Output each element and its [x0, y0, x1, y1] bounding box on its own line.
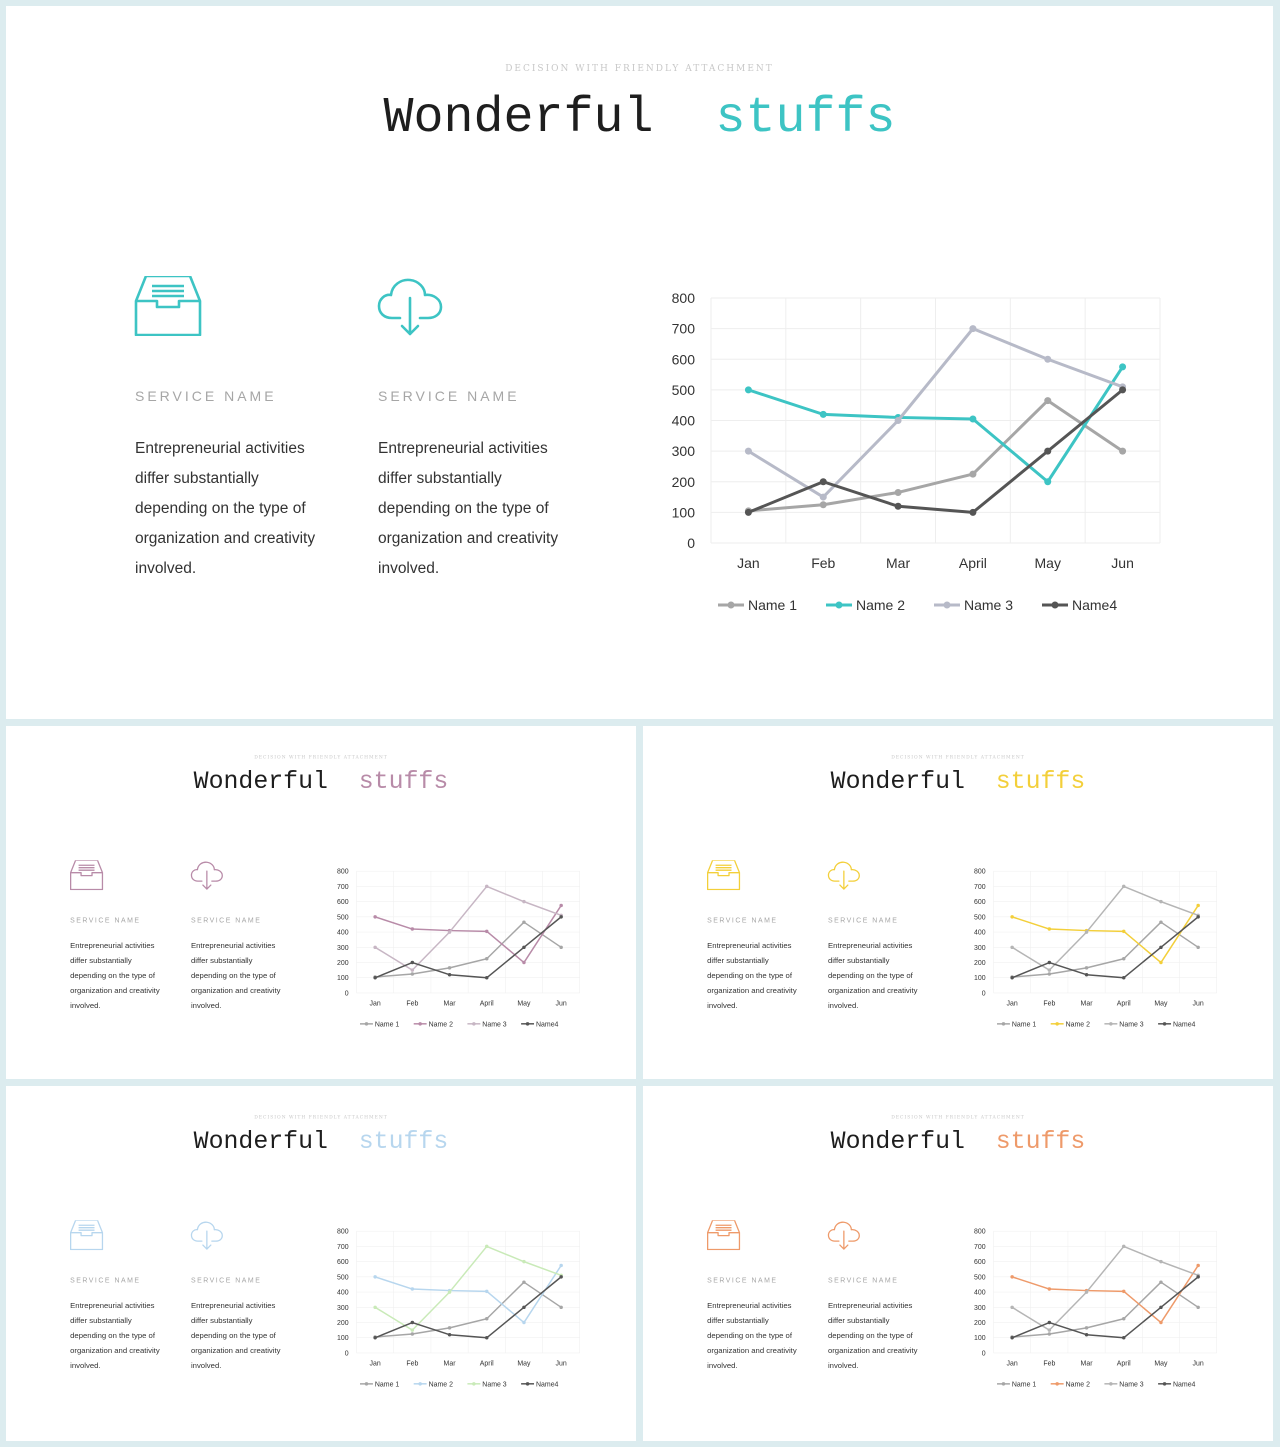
legend-swatch-marker: [526, 1382, 529, 1385]
data-point: [1044, 356, 1051, 363]
y-tick-label: 0: [981, 1350, 986, 1358]
x-tick-label: Jun: [1111, 555, 1134, 571]
y-tick-label: 100: [336, 975, 349, 983]
data-point: [448, 1290, 451, 1293]
data-point: [820, 501, 827, 508]
eyebrow-text: DECISION WITH FRIENDLY ATTACHMENT: [254, 754, 388, 760]
data-point: [1159, 1321, 1162, 1324]
data-point: [1044, 397, 1051, 404]
title-word-2: stuffs: [358, 767, 449, 797]
data-point: [745, 509, 752, 516]
legend-label: Name 3: [482, 1021, 507, 1029]
page-title: [643, 768, 1273, 796]
page-title: [6, 1128, 636, 1156]
legend-swatch-marker: [418, 1382, 421, 1385]
data-point: [485, 1336, 488, 1339]
y-tick-label: 700: [973, 883, 986, 891]
data-point: [745, 386, 752, 393]
data-point: [1048, 968, 1051, 971]
y-tick-label: 300: [973, 1304, 986, 1312]
data-point: [448, 973, 451, 976]
legend-swatch-marker: [1055, 1022, 1058, 1025]
service-name: SERVICE NAME: [135, 388, 277, 404]
title-word-2: stuffs: [995, 1127, 1086, 1157]
data-point: [522, 920, 525, 923]
y-tick-label: 100: [671, 504, 695, 521]
service-name: SERVICE NAME: [190, 1275, 262, 1284]
data-point: [1159, 946, 1162, 949]
data-point: [485, 1317, 488, 1320]
data-point: [1010, 1275, 1013, 1278]
data-point: [373, 976, 376, 979]
y-tick-label: 200: [671, 473, 695, 490]
service-name: SERVICE NAME: [70, 1275, 141, 1284]
data-point: [1119, 448, 1126, 455]
x-tick-label: April: [1116, 1360, 1131, 1368]
service-description: Entrepreneurial activities differ substantially depending on the type of organization and creativity involved.: [190, 941, 281, 1010]
data-point: [1085, 1333, 1088, 1336]
data-point: [1010, 915, 1013, 918]
legend-label: Name4: [1173, 1021, 1196, 1029]
data-point: [485, 1245, 488, 1248]
legend-swatch-marker: [472, 1382, 475, 1385]
x-tick-label: Jan: [737, 555, 760, 571]
data-point: [1010, 946, 1013, 949]
data-point: [373, 946, 376, 949]
page-title: [6, 768, 636, 796]
legend-swatch-marker: [1055, 1382, 1058, 1385]
legend-label: Name4: [1173, 1381, 1196, 1389]
slide-variant-light-blue: [6, 1086, 636, 1441]
service-card-2: [190, 1220, 289, 1373]
legend-label: Name 3: [1119, 1021, 1144, 1029]
data-point: [1122, 1336, 1125, 1339]
y-tick-label: 500: [973, 914, 986, 922]
data-point: [1159, 961, 1162, 964]
x-tick-label: Feb: [406, 1000, 419, 1008]
x-tick-label: April: [958, 555, 987, 571]
service-description: Entrepreneurial activities differ substantially depending on the type of organization and creativity involved.: [135, 440, 316, 577]
data-point: [373, 1275, 376, 1278]
y-tick-label: 400: [973, 1289, 986, 1297]
legend-swatch-marker: [472, 1022, 475, 1025]
legend-label: Name 1: [1011, 1381, 1037, 1389]
y-tick-label: 600: [671, 351, 695, 368]
data-point: [1122, 1245, 1125, 1248]
eyebrow-text: DECISION WITH FRIENDLY ATTACHMENT: [891, 754, 1025, 760]
data-point: [1196, 904, 1199, 907]
x-tick-label: Jun: [1192, 1360, 1204, 1368]
data-point: [895, 417, 902, 424]
legend-swatch-marker: [1163, 1382, 1166, 1385]
data-point: [1119, 363, 1126, 370]
data-point: [1048, 927, 1051, 930]
x-tick-label: May: [517, 1360, 531, 1368]
service-name: SERVICE NAME: [707, 1275, 778, 1284]
legend-label: Name 3: [1119, 1381, 1144, 1389]
x-tick-label: Jan: [1006, 1360, 1018, 1368]
title-word-1: Wonderful: [193, 1127, 328, 1157]
legend-swatch-marker: [1052, 602, 1059, 609]
data-point: [1044, 478, 1051, 485]
data-point: [559, 946, 562, 949]
y-tick-label: 800: [671, 290, 695, 306]
slide-main: [6, 6, 1273, 719]
legend-label: Name4: [536, 1381, 559, 1389]
legend-swatch-marker: [1163, 1022, 1166, 1025]
line-chart: [329, 860, 593, 1039]
eyebrow-text: DECISION WITH FRIENDLY ATTACHMENT: [505, 64, 774, 74]
legend-swatch-marker: [1002, 1382, 1005, 1385]
data-point: [1085, 1290, 1088, 1293]
data-point: [411, 1332, 414, 1335]
legend-label: Name 1: [374, 1381, 400, 1389]
data-point: [820, 494, 827, 501]
data-point: [522, 1260, 525, 1263]
y-tick-label: 600: [336, 1259, 349, 1267]
data-point: [1048, 961, 1051, 964]
x-tick-label: Mar: [443, 1360, 456, 1368]
data-point: [1159, 920, 1162, 923]
data-point: [1196, 1264, 1199, 1267]
service-name: SERVICE NAME: [70, 915, 141, 924]
y-tick-label: 100: [973, 1335, 986, 1343]
service-card-1: [69, 860, 168, 1013]
legend-label: Name 1: [374, 1021, 400, 1029]
data-point: [1196, 1306, 1199, 1309]
service-card-1: [133, 276, 333, 584]
title-word-1: Wonderful: [193, 767, 328, 797]
data-point: [559, 904, 562, 907]
legend-label: Name 3: [964, 597, 1014, 613]
data-point: [522, 961, 525, 964]
service-name: SERVICE NAME: [378, 388, 520, 404]
y-tick-label: 200: [973, 960, 986, 968]
y-tick-label: 0: [344, 1350, 349, 1358]
data-point: [969, 509, 976, 516]
x-tick-label: April: [479, 1000, 494, 1008]
service-description: Entrepreneurial activities differ substantially depending on the type of organization and creativity involved.: [378, 440, 559, 577]
data-point: [411, 968, 414, 971]
service-description: Entrepreneurial activities differ substantially depending on the type of organization and creativity involved.: [70, 1301, 160, 1370]
service-description: Entrepreneurial activities differ substantially depending on the type of organization and creativity involved.: [190, 1301, 281, 1370]
y-tick-label: 500: [671, 381, 695, 398]
data-point: [969, 325, 976, 332]
data-point: [559, 1306, 562, 1309]
service-description: Entrepreneurial activities differ substantially depending on the type of organization and creativity involved.: [707, 941, 797, 1010]
data-point: [895, 503, 902, 510]
data-point: [895, 489, 902, 496]
legend-label: Name 2: [428, 1021, 453, 1029]
data-point: [820, 411, 827, 418]
inbox-tray-icon: [706, 860, 741, 890]
data-point: [448, 1333, 451, 1336]
data-point: [1048, 1328, 1051, 1331]
data-point: [1122, 1317, 1125, 1320]
data-point: [559, 1275, 562, 1278]
cloud-download-icon: [190, 1220, 225, 1250]
data-point: [1122, 930, 1125, 933]
service-card-2: [190, 860, 289, 1013]
slide-variant-yellow: [643, 726, 1273, 1079]
data-point: [373, 915, 376, 918]
x-tick-label: Feb: [1043, 1360, 1056, 1368]
x-tick-label: May: [1034, 555, 1061, 571]
data-point: [522, 1280, 525, 1283]
line-chart: [329, 1220, 593, 1399]
data-point: [820, 478, 827, 485]
data-point: [522, 946, 525, 949]
data-point: [1159, 1260, 1162, 1263]
x-tick-label: Feb: [811, 555, 836, 571]
data-point: [522, 900, 525, 903]
data-point: [1010, 1306, 1013, 1309]
x-tick-label: Mar: [1080, 1000, 1093, 1008]
service-card-1: [706, 860, 805, 1013]
y-tick-label: 600: [336, 899, 349, 907]
y-tick-label: 200: [336, 960, 349, 968]
title-word-2: stuffs: [995, 767, 1086, 797]
line-chart: [966, 1220, 1230, 1399]
legend-swatch-marker: [836, 602, 843, 609]
service-card-2: [827, 860, 926, 1013]
slide-content: [643, 726, 1273, 1079]
data-point: [485, 930, 488, 933]
data-point: [522, 1321, 525, 1324]
title-word-2: stuffs: [715, 90, 896, 147]
x-tick-label: Feb: [1043, 1000, 1056, 1008]
legend-label: Name 2: [428, 1381, 453, 1389]
y-tick-label: 200: [973, 1320, 986, 1328]
service-name: SERVICE NAME: [827, 1275, 899, 1284]
legend-swatch-marker: [365, 1382, 368, 1385]
x-tick-label: May: [517, 1000, 531, 1008]
x-tick-label: Jan: [369, 1360, 381, 1368]
y-tick-label: 600: [973, 1259, 986, 1267]
x-tick-label: Jun: [555, 1360, 567, 1368]
x-tick-label: April: [479, 1360, 494, 1368]
y-tick-label: 700: [336, 883, 349, 891]
data-point: [1044, 448, 1051, 455]
y-tick-label: 500: [336, 914, 349, 922]
title-word-2: stuffs: [358, 1127, 449, 1157]
slide-variant-mauve: [6, 726, 636, 1079]
legend-swatch-marker: [1109, 1022, 1112, 1025]
data-point: [1085, 973, 1088, 976]
slide-content: [6, 6, 1273, 719]
line-chart: [656, 276, 1186, 636]
legend-label: Name4: [1072, 597, 1118, 613]
data-point: [1122, 976, 1125, 979]
page-title: [643, 1128, 1273, 1156]
title-word-1: Wonderful: [830, 1127, 965, 1157]
data-point: [1196, 946, 1199, 949]
data-point: [485, 885, 488, 888]
inbox-tray-icon: [706, 1220, 741, 1250]
data-point: [1010, 1336, 1013, 1339]
data-point: [1122, 1290, 1125, 1293]
y-tick-label: 200: [336, 1320, 349, 1328]
eyebrow-text: DECISION WITH FRIENDLY ATTACHMENT: [254, 1114, 388, 1120]
cloud-download-icon: [376, 276, 446, 336]
slide-content: [6, 1086, 636, 1441]
y-tick-label: 100: [336, 1335, 349, 1343]
x-tick-label: Feb: [406, 1360, 419, 1368]
service-card-2: [827, 1220, 926, 1373]
title-word-1: Wonderful: [830, 767, 965, 797]
data-point: [411, 1321, 414, 1324]
x-tick-label: May: [1154, 1360, 1168, 1368]
y-tick-label: 700: [671, 320, 695, 337]
y-tick-label: 800: [973, 868, 986, 876]
y-tick-label: 0: [687, 535, 695, 551]
legend-label: Name4: [536, 1021, 559, 1029]
legend-label: Name 1: [1011, 1021, 1037, 1029]
data-point: [448, 966, 451, 969]
data-point: [1085, 1326, 1088, 1329]
x-tick-label: Jan: [369, 1000, 381, 1008]
service-name: SERVICE NAME: [707, 915, 778, 924]
y-tick-label: 700: [336, 1243, 349, 1251]
data-point: [1048, 1332, 1051, 1335]
data-point: [1048, 1321, 1051, 1324]
x-tick-label: April: [1116, 1000, 1131, 1008]
slide-content: [6, 726, 636, 1079]
slide-content: [643, 1086, 1273, 1441]
legend-swatch-marker: [1109, 1382, 1112, 1385]
y-tick-label: 500: [336, 1274, 349, 1282]
legend-label: Name 3: [482, 1381, 507, 1389]
data-point: [373, 1306, 376, 1309]
x-tick-label: May: [1154, 1000, 1168, 1008]
legend-swatch-marker: [728, 602, 735, 609]
y-tick-label: 600: [973, 899, 986, 907]
legend-label: Name 2: [1065, 1381, 1090, 1389]
legend-swatch-marker: [418, 1022, 421, 1025]
slide-variant-orange: [643, 1086, 1273, 1441]
y-tick-label: 300: [336, 944, 349, 952]
data-point: [559, 915, 562, 918]
x-tick-label: Mar: [886, 555, 911, 571]
data-point: [411, 1328, 414, 1331]
data-point: [411, 961, 414, 964]
inbox-tray-icon: [133, 276, 203, 336]
y-tick-label: 800: [973, 1228, 986, 1236]
data-point: [1159, 1280, 1162, 1283]
legend-swatch-marker: [944, 602, 951, 609]
data-point: [1085, 966, 1088, 969]
data-point: [1159, 900, 1162, 903]
cloud-download-icon: [827, 1220, 862, 1250]
service-description: Entrepreneurial activities differ substantially depending on the type of organization and creativity involved.: [827, 941, 918, 1010]
data-point: [1196, 1275, 1199, 1278]
service-description: Entrepreneurial activities differ substantially depending on the type of organization and creativity involved.: [827, 1301, 918, 1370]
service-card-2: [376, 276, 576, 584]
cloud-download-icon: [190, 860, 225, 890]
data-point: [1122, 957, 1125, 960]
service-card-1: [706, 1220, 805, 1373]
y-tick-label: 400: [336, 1289, 349, 1297]
data-point: [1196, 915, 1199, 918]
y-tick-label: 300: [336, 1304, 349, 1312]
y-tick-label: 500: [973, 1274, 986, 1282]
data-point: [1159, 1306, 1162, 1309]
legend-swatch-marker: [1002, 1022, 1005, 1025]
data-point: [485, 957, 488, 960]
data-point: [522, 1306, 525, 1309]
data-point: [411, 1287, 414, 1290]
data-point: [411, 972, 414, 975]
service-description: Entrepreneurial activities differ substantially depending on the type of organization and creativity involved.: [70, 941, 160, 1010]
data-point: [448, 930, 451, 933]
data-point: [969, 415, 976, 422]
cloud-download-icon: [827, 860, 862, 890]
x-tick-label: Jun: [1192, 1000, 1204, 1008]
service-description: Entrepreneurial activities differ substantially depending on the type of organization and creativity involved.: [707, 1301, 797, 1370]
legend-label: Name 1: [748, 597, 798, 613]
data-point: [373, 1336, 376, 1339]
x-tick-label: Mar: [443, 1000, 456, 1008]
data-point: [411, 927, 414, 930]
x-tick-label: Mar: [1080, 1360, 1093, 1368]
legend-label: Name 2: [856, 597, 906, 613]
y-tick-label: 400: [671, 412, 695, 429]
data-point: [1010, 976, 1013, 979]
service-name: SERVICE NAME: [190, 915, 262, 924]
y-tick-label: 0: [981, 990, 986, 998]
service-card-1: [69, 1220, 168, 1373]
data-point: [745, 448, 752, 455]
legend-swatch-marker: [526, 1022, 529, 1025]
data-point: [969, 471, 976, 478]
service-name: SERVICE NAME: [827, 915, 899, 924]
y-tick-label: 700: [973, 1243, 986, 1251]
data-point: [559, 1264, 562, 1267]
data-point: [1048, 972, 1051, 975]
y-tick-label: 800: [336, 868, 349, 876]
data-point: [448, 1326, 451, 1329]
y-tick-label: 100: [973, 975, 986, 983]
line-chart: [966, 860, 1230, 1039]
eyebrow-text: DECISION WITH FRIENDLY ATTACHMENT: [891, 1114, 1025, 1120]
data-point: [1119, 386, 1126, 393]
y-tick-label: 300: [671, 443, 695, 460]
data-point: [1122, 885, 1125, 888]
title-word-1: Wonderful: [383, 90, 654, 147]
inbox-tray-icon: [69, 860, 104, 890]
data-point: [485, 976, 488, 979]
page-title: [6, 90, 1273, 147]
data-point: [1048, 1287, 1051, 1290]
y-tick-label: 400: [973, 929, 986, 937]
y-tick-label: 300: [973, 944, 986, 952]
y-tick-label: 400: [336, 929, 349, 937]
data-point: [485, 1290, 488, 1293]
y-tick-label: 800: [336, 1228, 349, 1236]
legend-swatch-marker: [365, 1022, 368, 1025]
y-tick-label: 0: [344, 990, 349, 998]
x-tick-label: Jun: [555, 1000, 567, 1008]
x-tick-label: Jan: [1006, 1000, 1018, 1008]
legend-label: Name 2: [1065, 1021, 1090, 1029]
inbox-tray-icon: [69, 1220, 104, 1250]
data-point: [1085, 930, 1088, 933]
